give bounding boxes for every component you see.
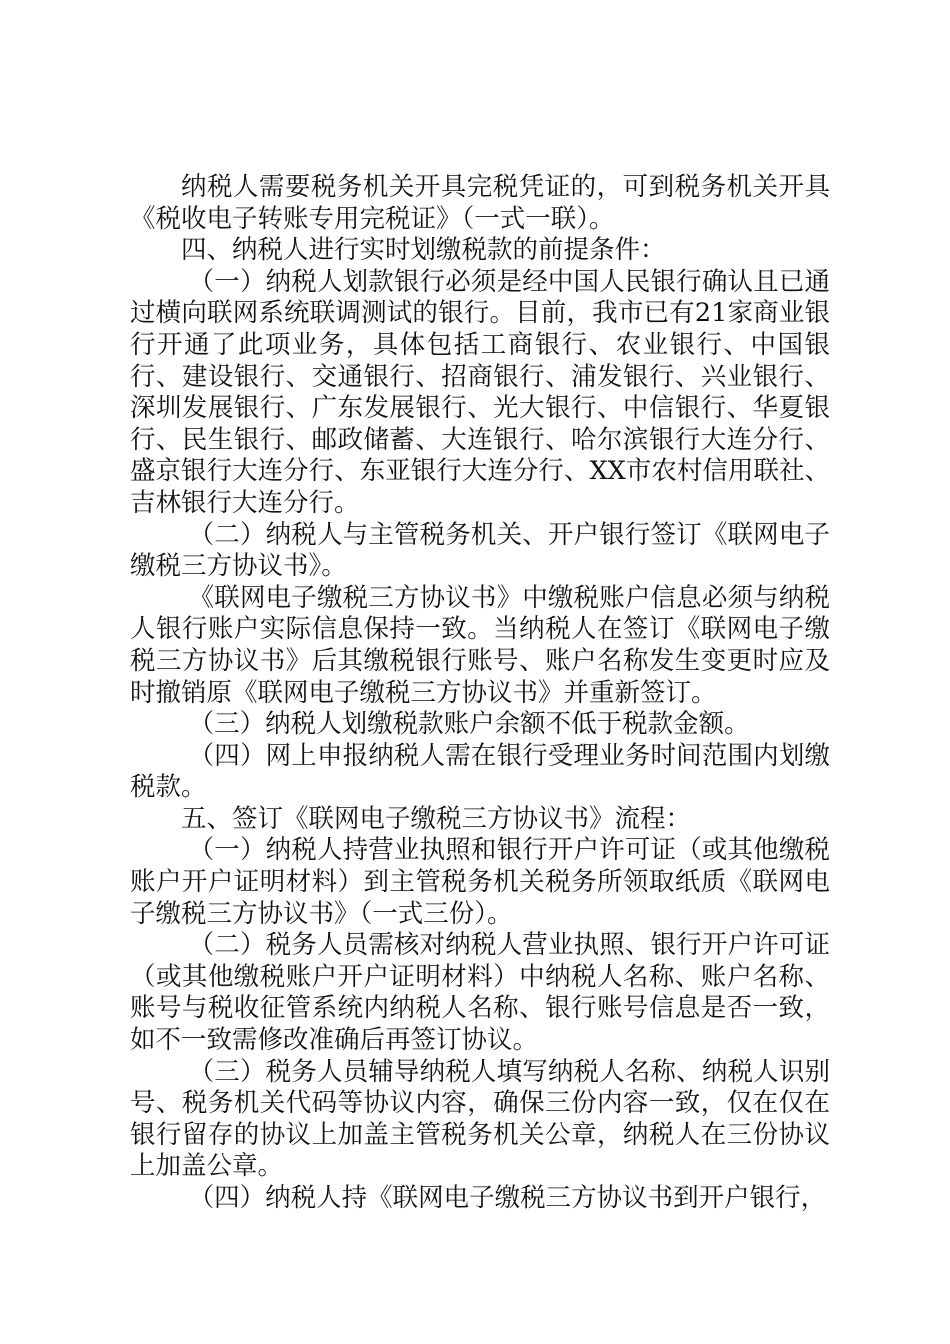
heading-section-5: 五、签订《联网电子缴税三方协议书》流程： (181, 803, 692, 834)
paragraph-4-3-balance: （三）纳税人划缴税款账户余额不低于税款金额。 (188, 709, 750, 740)
paragraph-account-info: 《联网电子缴税三方协议书》中缴税账户信息必须与纳税人银行账户实际信息保持一致。当纳税人在签订《联网电子缴税三方协议书》后其缴税银行账号、账户名称发生变更时应及时撤销原《联网电子缴税三方协议书》并重新签订。 (130, 582, 830, 708)
paragraph-4-4-hours: （四）网上申报纳税人需在银行受理业务时间范围内划缴税款。 (130, 740, 830, 803)
paragraph-4-1-banks: （一）纳税人划款银行必须是经中国人民银行确认且已通过横向联网系统联调测试的银行。目前，我市已有21家商业银行开通了此项业务，具体包括工商银行、农业银行、中国银行、建设银行、交通银行、招商银行、浦发银行、兴业银行、深圳发展银行、广东发展银行、光大银行、中信银行、华夏银行、民生银行、邮政储蓄、大连银行、哈尔滨银行大连分行、盛京银行大连分行、东亚银行大连分行、XX市农村信用联社、吉林银行大连分行。 (130, 266, 830, 518)
paragraph-5-4: （四）纳税人持《联网电子缴税三方协议书到开户银行， (188, 1183, 827, 1213)
paragraph-4-2-agreement: （二）纳税人与主管税务机关、开户银行签订《联网电子缴税三方协议书》。 (130, 519, 830, 582)
document-body (130, 172, 830, 1215)
heading-section-4: 四、纳税人进行实时划缴税款的前提条件： (181, 235, 666, 266)
paragraph-tax-certificate: 纳税人需要税务机关开具完税凭证的，可到税务机关开具《税收电子转账专用完税证》（一式一联）。 (130, 172, 830, 234)
paragraph-5-3: （三）税务人员辅导纳税人填写纳税人名称、纳税人识别号、税务机关代码等协议内容，确保三份内容一致，仅在仅在银行留存的协议上加盖主管税务机关公章，纳税人在三份协议上加盖公章。 (130, 1056, 830, 1182)
paragraph-5-2: （二）税务人员需核对纳税人营业执照、银行开户许可证（或其他缴税账户开户证明材料）中纳税人名称、账户名称、账号与税收征管系统内纳税人名称、银行账号信息是否一致，如不一致需修改准确后再签订协议。 (130, 930, 830, 1056)
paragraph-5-1: （一）纳税人持营业执照和银行开户许可证（或其他缴税账户开户证明材料）到主管税务机关税务所领取纸质《联网电子缴税三方协议书》（一式三份）。 (130, 835, 830, 929)
